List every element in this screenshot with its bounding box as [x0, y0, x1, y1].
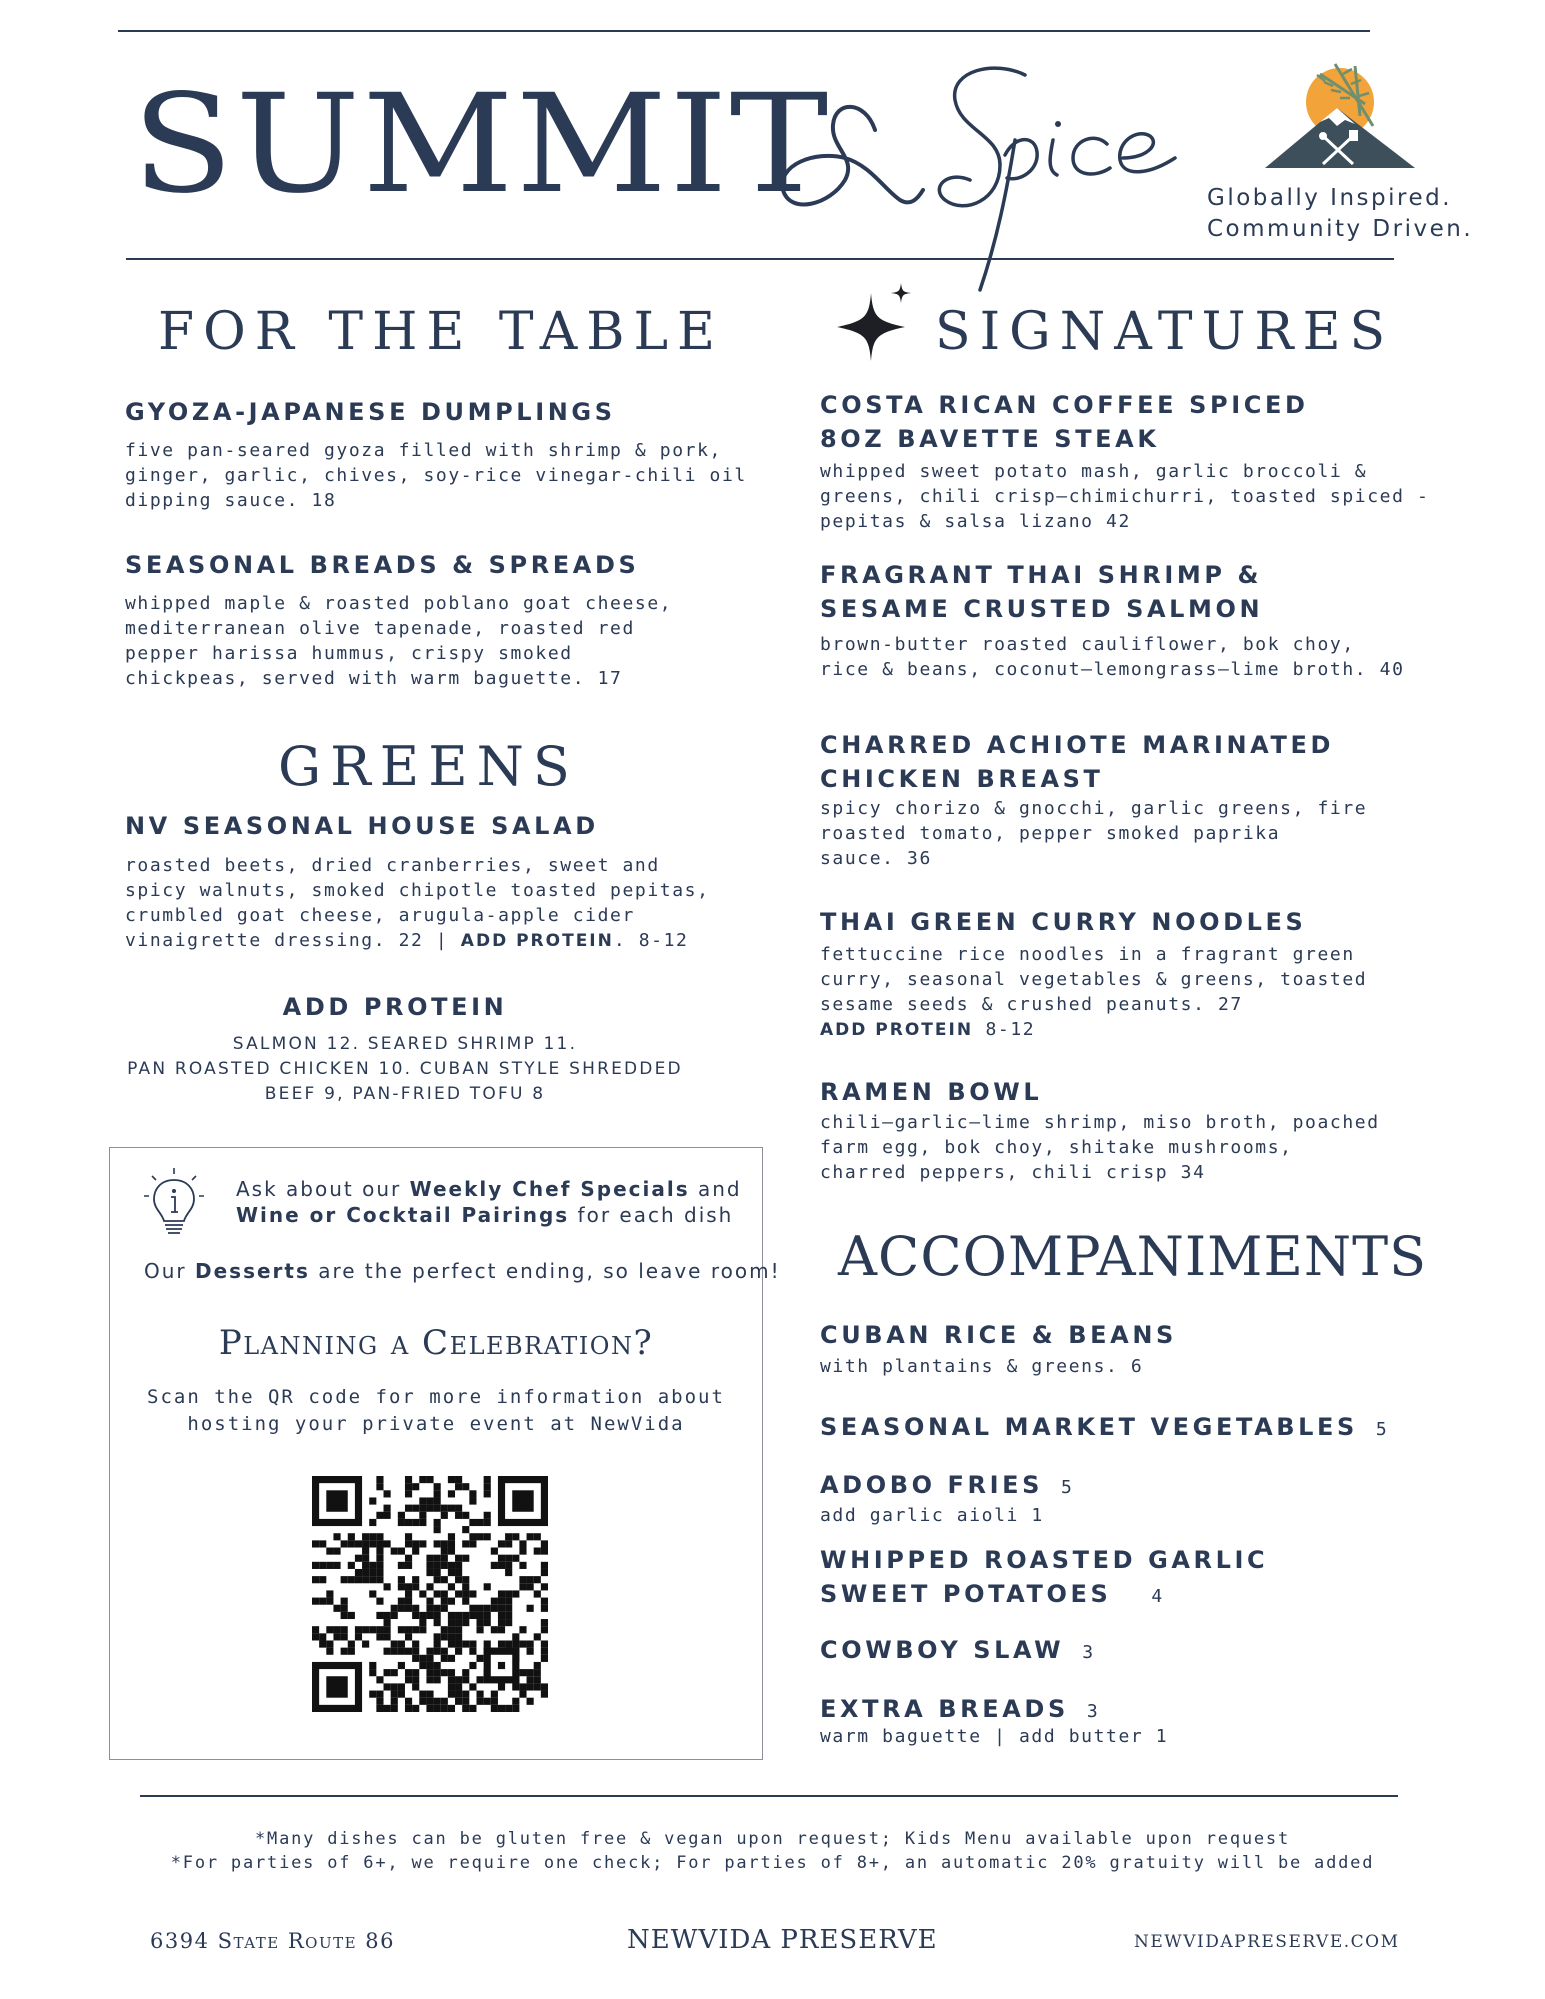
info-box: [109, 1147, 781, 1760]
top-rule: [118, 30, 1370, 32]
description-line: whipped maple & roasted poblano goat cheese,: [125, 593, 673, 614]
title-line: 8OZ BAVETTE STEAK: [820, 425, 1160, 453]
footer-note: *For parties of 6+, we require one check; For parties of 8+, an automatic 20% gratuity will be added: [170, 1853, 1375, 1873]
menu-item-title: [820, 1410, 1388, 1447]
info-text: Our: [144, 1259, 195, 1283]
title-line: CHICKEN BREAST: [820, 765, 1104, 793]
menu-item-title: [820, 1543, 1268, 1614]
item-price: 5: [1061, 1477, 1073, 1498]
menu-item-description: [125, 853, 710, 954]
title-line: CHARRED ACHIOTE MARINATED: [820, 731, 1334, 759]
pairings-label: Wine or Cocktail Pairings: [236, 1203, 570, 1227]
footer-note: *Many dishes can be gluten free & vegan upon request; Kids Menu available upon request: [255, 1829, 1290, 1849]
specials-text: [236, 1176, 742, 1202]
info-text: and: [689, 1177, 742, 1201]
description-line: whipped sweet potato mash, garlic broccoli &: [820, 461, 1368, 482]
description-line: spicy walnuts, smoked chipotle toasted pepitas,: [125, 880, 710, 901]
description-text: vinaigrette dressing. 22 |: [125, 930, 461, 951]
protein-line: SALMON 12. SEARED SHRIMP 11.: [232, 1034, 578, 1054]
protein-line: PAN ROASTED CHICKEN 10. CUBAN STYLE SHREDDED: [127, 1059, 683, 1079]
section-heading-for-the-table: FOR THE TABLE: [158, 302, 725, 362]
menu-item-title: SEASONAL BREADS & SPREADS: [125, 551, 640, 579]
tagline-line-1: Globally Inspired.: [1207, 185, 1453, 211]
info-text: Ask about our: [236, 1177, 410, 1201]
desserts-label: Desserts: [195, 1259, 310, 1283]
sparkle-icon: [835, 283, 915, 363]
footer-address: 6394 State Route 86: [150, 1929, 395, 1953]
item-price: 3: [1086, 1701, 1099, 1722]
title-line: COSTA RICAN COFFEE SPICED: [820, 391, 1309, 419]
item-name: EXTRA BREADS: [820, 1695, 1069, 1723]
description-line: roasted beets, dried cranberries, sweet and: [125, 855, 660, 876]
add-protein-label: ADD PROTEIN: [460, 931, 614, 951]
celebration-heading: Planning a Celebration?: [218, 1323, 654, 1363]
description-line: fettuccine rice noodles in a fragrant green: [820, 944, 1355, 965]
description-line: brown-butter roasted cauliflower, bok choy,: [820, 634, 1355, 655]
add-protein-price: 8-12: [973, 1019, 1036, 1040]
info-text: are the perfect ending, so leave room!: [309, 1259, 781, 1283]
brand-title-summit: SUMMIT: [132, 64, 831, 224]
desserts-text: [144, 1258, 781, 1284]
item-name: SWEET POTATOES: [820, 1580, 1112, 1608]
section-heading-accompaniments: ACCOMPANIMENTS: [838, 1225, 1428, 1288]
protein-line: BEEF 9, PAN-FRIED TOFU 8: [264, 1084, 546, 1104]
pairings-text: [236, 1202, 733, 1228]
menu-item-description: [125, 591, 672, 691]
header-rule: [126, 258, 1394, 260]
footer-venue: NEWVIDA PRESERVE: [627, 1925, 938, 1955]
menu-item-title: THAI GREEN CURRY NOODLES: [820, 908, 1307, 936]
menu-item-description: [820, 1110, 1380, 1185]
menu-item-title: [820, 1633, 1094, 1670]
section-heading-signatures: SIGNATURES: [935, 302, 1395, 362]
menu-item-title: CUBAN RICE & BEANS: [820, 1321, 1177, 1349]
brand-title-spice-script: [775, 40, 1275, 300]
menu-item-description: [820, 942, 1367, 1043]
description-line: [125, 928, 710, 954]
item-name: COWBOY SLAW: [820, 1636, 1065, 1664]
menu-item-title: [820, 728, 1334, 796]
menu-item-description: add garlic aioli 1: [820, 1505, 1044, 1526]
menu-item-description: [820, 459, 1429, 534]
mountain-sun-logo-icon: [1265, 56, 1415, 168]
tagline: [1207, 183, 1473, 245]
menu-item-title: [820, 558, 1263, 626]
description-line: crumbled goat cheese, arugula-apple cider: [125, 905, 635, 926]
item-price: 4: [1151, 1586, 1164, 1607]
menu-item-title: GYOZA-JAPANESE DUMPLINGS: [125, 398, 616, 426]
description-line: pepitas & salsa lizano 42: [820, 511, 1131, 532]
description-line: curry, seasonal vegetables & greens, toasted: [820, 969, 1368, 990]
tagline-line-2: Community Driven.: [1207, 216, 1474, 242]
title-line: [820, 1577, 1268, 1614]
description-line: charred peppers, chili crisp 34: [820, 1162, 1206, 1183]
menu-item-description: [820, 632, 1405, 682]
add-protein-list: [105, 1032, 705, 1107]
add-protein-price: . 8-12: [613, 930, 689, 951]
menu-item-description: with plantains & greens. 6: [820, 1356, 1144, 1377]
footer-website[interactable]: NEWVIDAPRESERVE.COM: [1134, 1932, 1400, 1952]
add-protein-title: ADD PROTEIN: [282, 993, 508, 1021]
weekly-specials-label: Weekly Chef Specials: [409, 1177, 690, 1201]
title-line: SESAME CRUSTED SALMON: [820, 595, 1264, 623]
menu-item-description: [125, 438, 747, 513]
lightbulb-info-icon: [142, 1166, 206, 1240]
item-price: 3: [1082, 1642, 1095, 1663]
add-protein-label: ADD PROTEIN: [820, 1020, 974, 1040]
description-line: spicy chorizo & gnocchi, garlic greens, fire: [820, 798, 1368, 819]
title-line: FRAGRANT THAI SHRIMP &: [820, 561, 1263, 589]
menu-item-description: warm baguette | add butter 1: [820, 1726, 1169, 1747]
menu-item-description: [820, 796, 1367, 871]
item-price: 5: [1375, 1419, 1388, 1440]
description-line: rice & beans, coconut—lemongrass—lime broth. 40: [820, 659, 1405, 680]
menu-item-title: [820, 388, 1308, 456]
section-heading-greens: GREENS: [278, 735, 579, 798]
description-line: greens, chili crisp—chimichurri, toasted spiced -: [820, 486, 1430, 507]
menu-item-title: [820, 1468, 1073, 1505]
info-text: for each dish: [569, 1203, 734, 1227]
title-line: WHIPPED ROASTED GARLIC: [820, 1546, 1269, 1574]
footer-rule: [140, 1795, 1398, 1797]
description-line: [820, 1017, 1367, 1043]
description-line: sesame seeds & crushed peanuts. 27: [820, 994, 1243, 1015]
description-line: roasted tomato, pepper smoked paprika: [820, 823, 1281, 844]
description-line: dipping sauce. 18: [125, 490, 337, 511]
menu-item-title: NV SEASONAL HOUSE SALAD: [125, 812, 599, 840]
description-line: chickpeas, served with warm baguette. 17: [125, 668, 623, 689]
description-line: five pan-seared gyoza filled with shrimp & pork,: [125, 440, 722, 461]
description-line: mediterranean olive tapenade, roasted red: [125, 618, 635, 639]
description-line: farm egg, bok choy, shitake mushrooms,: [820, 1137, 1293, 1158]
item-name: ADOBO FRIES: [820, 1471, 1044, 1499]
description-line: pepper harissa hummus, crispy smoked: [125, 643, 573, 664]
description-line: chili—garlic—lime shrimp, miso broth, poached: [820, 1112, 1380, 1133]
qr-instructions: Scan the QR code for more information about hosting your private event at NewVida: [147, 1386, 725, 1435]
menu-item-title: RAMEN BOWL: [820, 1078, 1043, 1106]
item-name: SEASONAL MARKET VEGETABLES: [820, 1413, 1358, 1441]
qr-code-image[interactable]: [312, 1476, 548, 1712]
description-line: ginger, garlic, chives, soy-rice vinegar-chili oil: [125, 465, 747, 486]
description-line: sauce. 36: [820, 848, 932, 869]
